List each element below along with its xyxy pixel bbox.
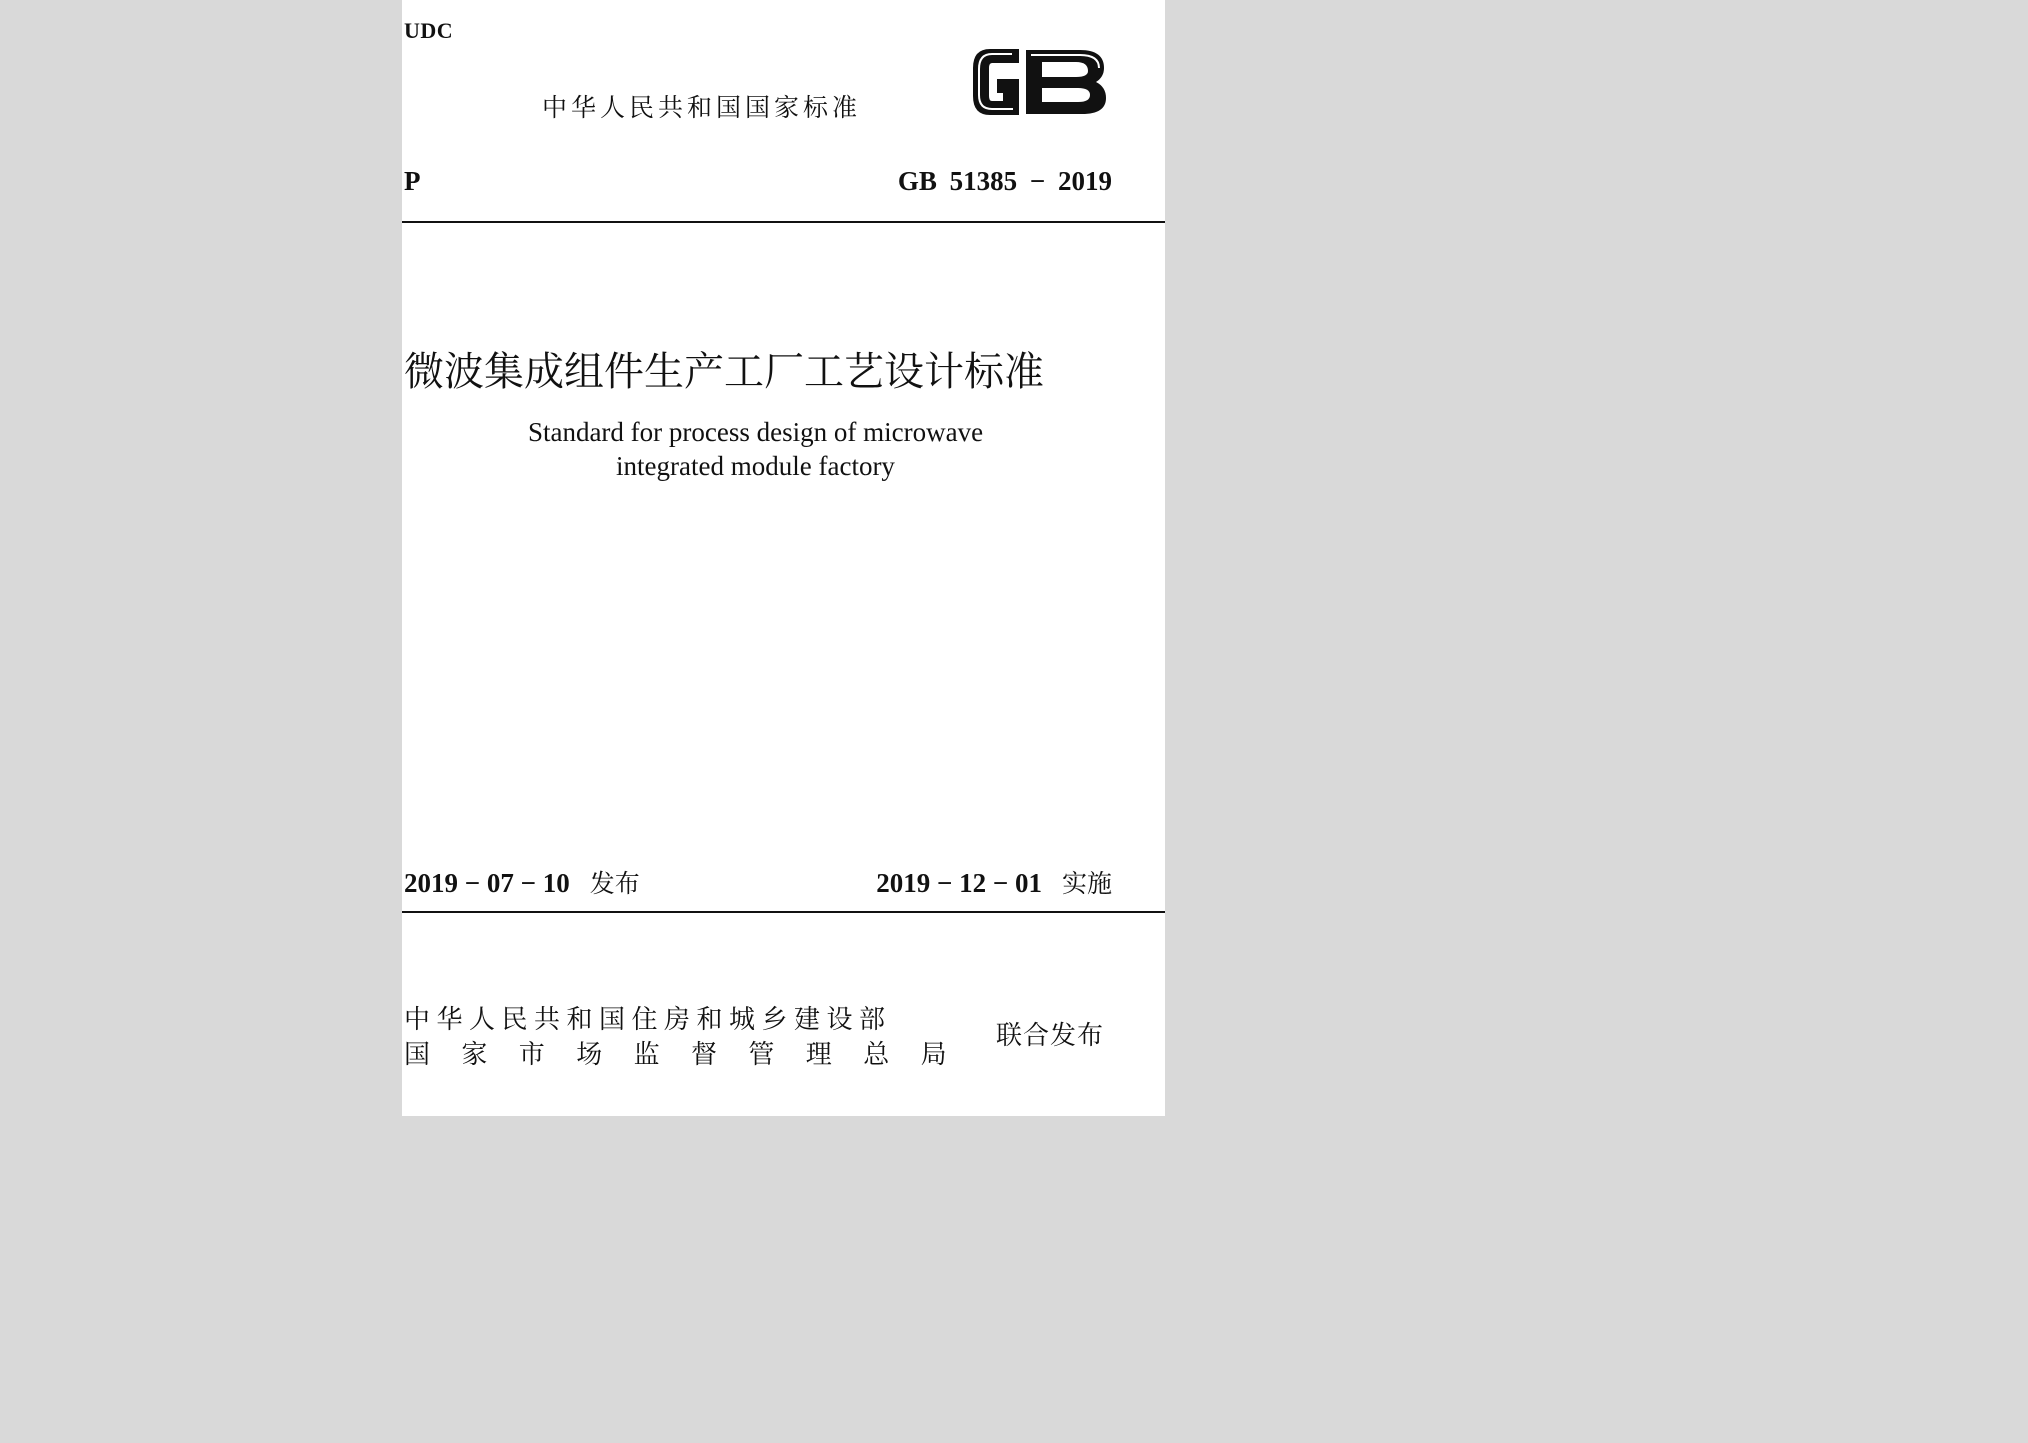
document-cover — [402, 0, 1165, 1116]
implement-date: 2019 − 12 − 01 — [876, 868, 1042, 898]
national-standard-title: 中华人民共和国国家标准 — [542, 93, 862, 122]
title-english-line1: Standard for process design of microwave — [527, 417, 984, 447]
title-chinese: 微波集成组件生产工厂工艺设计标准 — [404, 349, 1044, 395]
issuer-administration: 国家市场监督管理总局 — [404, 1040, 979, 1070]
header-divider — [402, 221, 1165, 223]
title-english-line2: integrated module factory — [616, 451, 895, 481]
gb-logo — [968, 44, 1112, 120]
standard-code: GB 51385 − 2019 — [897, 166, 1112, 196]
joint-issue-label: 联合发布 — [996, 1021, 1105, 1051]
udc-label: UDC — [404, 18, 454, 43]
category-code: P — [404, 166, 421, 196]
release-date-block — [404, 864, 640, 900]
release-date: 2019 − 07 − 10 — [404, 868, 570, 898]
implement-date-block — [876, 864, 1112, 900]
issuer-ministry: 中华人民共和国住房和城乡建设部 — [404, 1005, 892, 1035]
footer-divider — [402, 911, 1165, 913]
release-label: 发布 — [589, 869, 640, 898]
implement-label: 实施 — [1061, 869, 1112, 898]
